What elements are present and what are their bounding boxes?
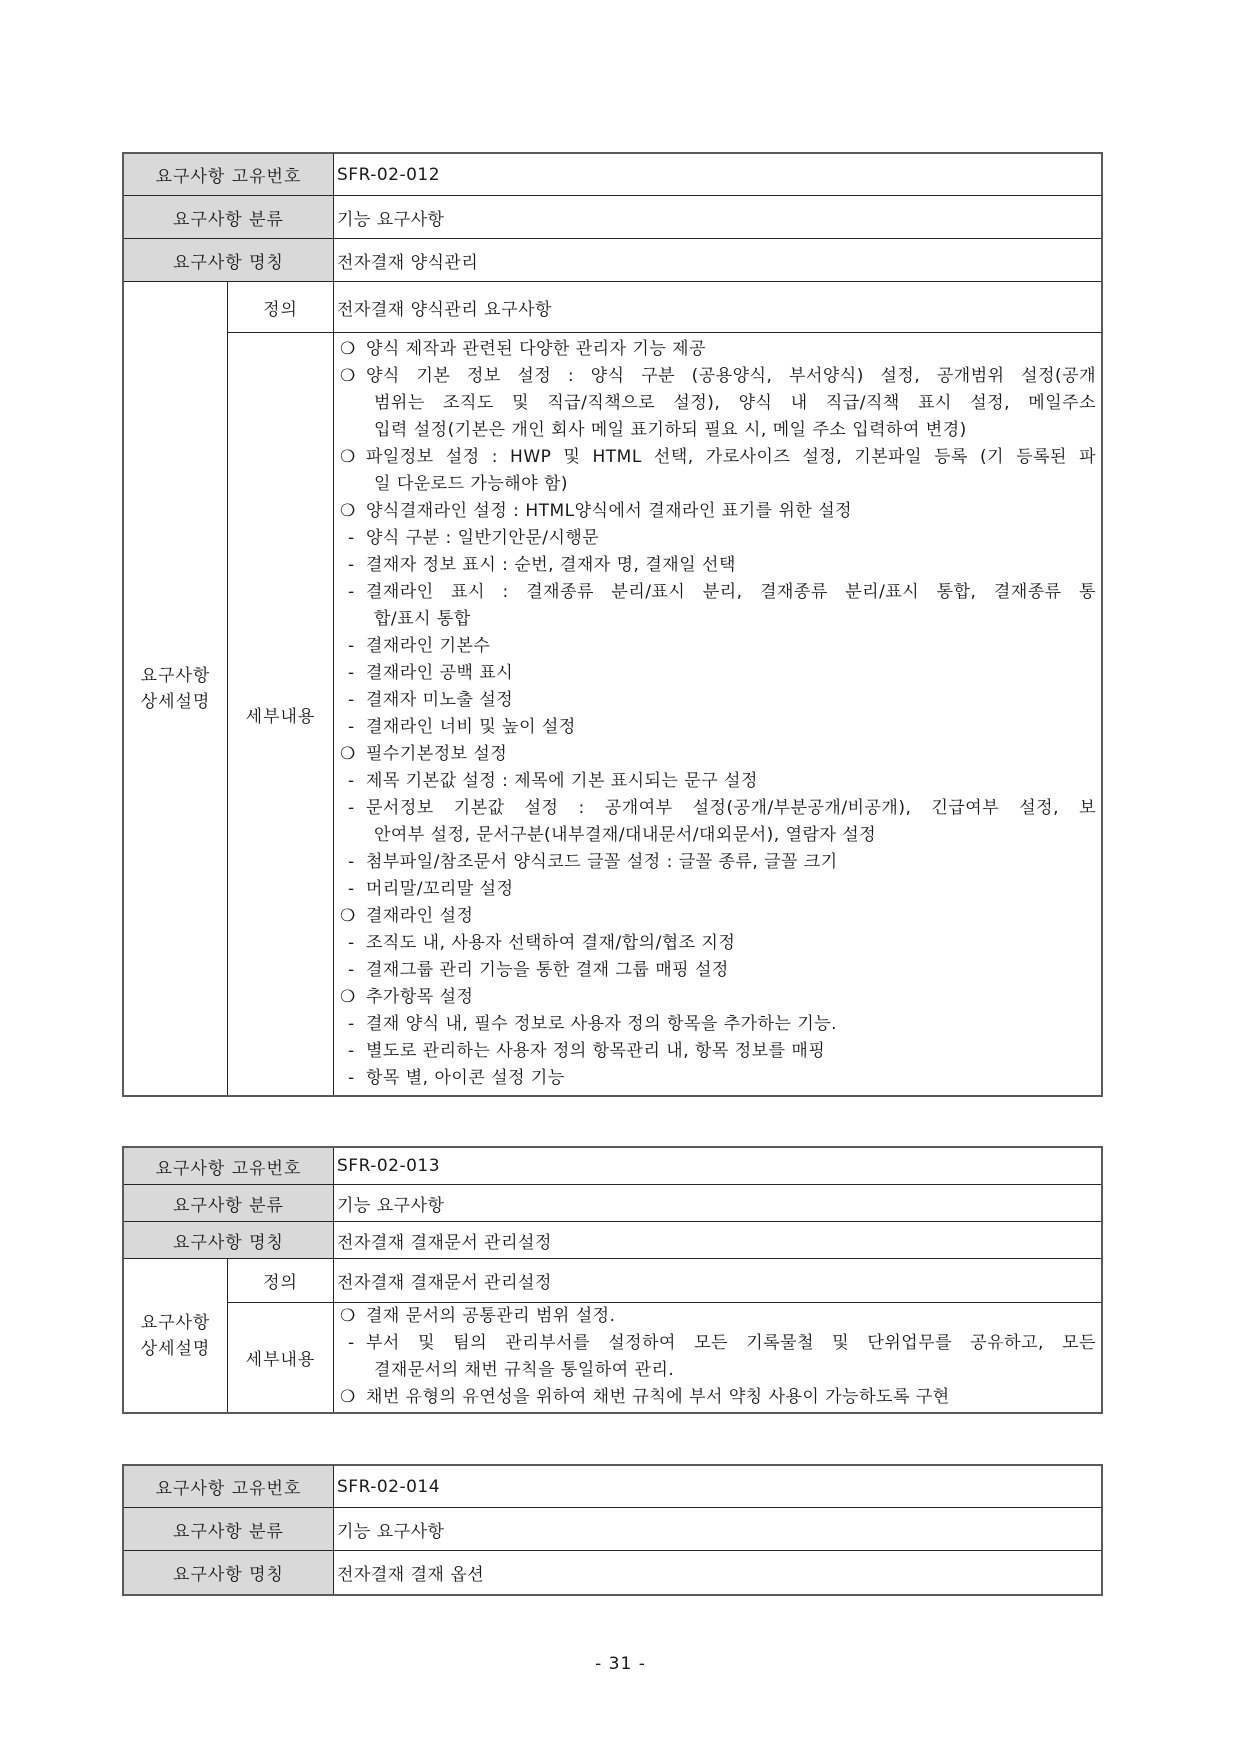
id-value: SFR-02-013	[334, 1148, 1101, 1185]
detail-line	[334, 1303, 1101, 1330]
id-label: 요구사항 고유번호	[124, 154, 334, 196]
circle-bullet-icon: ❍	[340, 447, 356, 467]
detail-line-text: 양식결재라인 설정 : HTML양식에서 결재라인 표기를 위한 설정	[366, 501, 853, 521]
dash-bullet: -	[348, 528, 355, 548]
detail-line	[334, 336, 1101, 363]
dash-bullet: -	[348, 717, 355, 737]
dash-bullet: -	[348, 555, 355, 575]
dash-bullet: -	[348, 852, 355, 872]
detail-line	[334, 795, 1101, 822]
name-value: 전자결재 결재문서 관리설정	[334, 1222, 1101, 1259]
dash-bullet: -	[348, 879, 355, 899]
detail-line-text: 결재자 미노출 설정	[366, 690, 514, 710]
detail-line-text: 결재라인 공백 표시	[366, 663, 514, 683]
id-value: SFR-02-014	[334, 1466, 1101, 1508]
detail-title-line: 요구사항	[140, 1312, 211, 1333]
requirement-table	[122, 1464, 1103, 1596]
detail-line-text: 채번 유형의 유연성을 위하여 채번 규칙에 부서 약칭 사용이 가능하도록 구현	[366, 1387, 950, 1407]
dash-bullet: -	[348, 798, 355, 818]
detail-line	[334, 498, 1101, 525]
detail-title	[124, 282, 228, 1095]
circle-bullet-icon: ❍	[340, 744, 356, 764]
detail-line	[334, 660, 1101, 687]
circle-bullet-icon: ❍	[340, 906, 356, 926]
requirement-table	[122, 1146, 1103, 1414]
dash-bullet: -	[348, 960, 355, 980]
dash-bullet: -	[348, 582, 355, 602]
detail-line-text: 입력 설정(기본은 개인 회사 메일 표기하되 필요 시, 메일 주소 입력하여 변경)	[374, 420, 967, 440]
detail-line-text: 첨부파일/참조문서 양식코드 글꼴 설정 : 글꼴 종류, 글꼴 크기	[366, 852, 838, 872]
detail-line	[334, 633, 1101, 660]
detail-line-text: 항목 별, 아이콘 설정 기능	[366, 1068, 565, 1088]
detail-line	[334, 579, 1101, 606]
name-label: 요구사항 명칭	[124, 1551, 334, 1594]
dash-bullet: -	[348, 1068, 355, 1088]
detail-line-text: 파일정보 설정 : HWP 및 HTML 선택, 가로사이즈 설정, 기본파일 등록 (기 등록된 파	[366, 447, 1096, 467]
detail-line-text: 필수기본정보 설정	[366, 744, 508, 764]
circle-bullet-icon: ❍	[340, 366, 356, 386]
id-label: 요구사항 고유번호	[124, 1466, 334, 1508]
detail-line-text: 양식 제작과 관련된 다양한 관리자 기능 제공	[366, 339, 707, 359]
category-value: 기능 요구사항	[334, 1185, 1101, 1222]
detail-line-text: 일 다운로드 가능해야 함)	[374, 474, 569, 494]
id-label: 요구사항 고유번호	[124, 1148, 334, 1185]
circle-bullet-icon: ❍	[340, 339, 356, 359]
detail-line	[334, 687, 1101, 714]
detail-line	[334, 606, 1101, 633]
detail-line	[334, 1065, 1101, 1092]
details-label: 세부내용	[228, 1303, 334, 1412]
detail-title-line: 상세설명	[140, 691, 211, 712]
detail-line	[334, 849, 1101, 876]
name-label: 요구사항 명칭	[124, 1222, 334, 1259]
detail-line-text: 결재그룹 관리 기능을 통한 결재 그룹 매핑 설정	[366, 960, 729, 980]
detail-line-text: 결재라인 표시 : 결재종류 분리/표시 분리, 결재종류 분리/표시 통합, 결재종류 통	[366, 582, 1096, 602]
detail-line-text: 양식 구분 : 일반기안문/시행문	[366, 528, 600, 548]
requirement-table	[122, 152, 1103, 1097]
name-label: 요구사항 명칭	[124, 239, 334, 282]
detail-line	[334, 363, 1101, 390]
detail-line	[334, 525, 1101, 552]
page-number: - 31 -	[595, 1654, 646, 1674]
dash-bullet: -	[348, 663, 355, 683]
dash-bullet: -	[348, 636, 355, 656]
details-list	[334, 1303, 1101, 1412]
detail-line-text: 결재자 정보 표시 : 순번, 결재자 명, 결재일 선택	[366, 555, 736, 575]
detail-line-text: 양식 기본 정보 설정 : 양식 구분 (공용양식, 부서양식) 설정, 공개범위 설정(공개	[366, 366, 1096, 386]
detail-line-text: 합/표시 통합	[374, 609, 471, 629]
detail-line-text: 문서정보 기본값 설정 : 공개여부 설정(공개/부분공개/비공개), 긴급여부 설정, 보	[366, 798, 1096, 818]
id-value: SFR-02-012	[334, 154, 1101, 196]
dash-bullet: -	[348, 690, 355, 710]
detail-line-text: 결재 양식 내, 필수 정보로 사용자 정의 항목을 추가하는 기능.	[366, 1014, 838, 1034]
detail-line-text: 결재라인 설정	[366, 906, 474, 926]
detail-line-text: 안여부 설정, 문서구분(내부결재/대내문서/대외문서), 열람자 설정	[374, 825, 877, 845]
detail-line	[334, 741, 1101, 768]
name-value: 전자결재 양식관리	[334, 239, 1101, 282]
detail-line	[334, 714, 1101, 741]
dash-bullet: -	[348, 1041, 355, 1061]
detail-line-text: 결재라인 너비 및 높이 설정	[366, 717, 576, 737]
category-label: 요구사항 분류	[124, 196, 334, 239]
detail-line-text: 결재라인 기본수	[366, 636, 491, 656]
detail-line	[334, 822, 1101, 849]
detail-line-text: 범위는 조직도 및 직급/직책으로 설정), 양식 내 직급/직책 표시 설정, 메일주소	[374, 393, 1096, 413]
detail-line	[334, 552, 1101, 579]
name-value: 전자결재 결재 옵션	[337, 1565, 485, 1585]
detail-line	[334, 417, 1101, 444]
detail-line	[334, 930, 1101, 957]
detail-line	[334, 1038, 1101, 1065]
details-label: 세부내용	[228, 333, 334, 1095]
circle-bullet-icon: ❍	[340, 501, 356, 521]
category-label: 요구사항 분류	[124, 1185, 334, 1222]
detail-line	[334, 903, 1101, 930]
detail-line-text: 추가항목 설정	[366, 987, 474, 1007]
detail-line	[334, 768, 1101, 795]
detail-line	[334, 390, 1101, 417]
definition-label: 정의	[228, 1259, 334, 1303]
circle-bullet-icon: ❍	[340, 987, 356, 1007]
detail-line	[334, 1011, 1101, 1038]
detail-line	[334, 1384, 1101, 1411]
detail-line	[334, 1330, 1101, 1357]
detail-line-text: 결재 문서의 공통관리 범위 설정.	[366, 1306, 616, 1326]
detail-title	[124, 1259, 228, 1412]
detail-line	[334, 471, 1101, 498]
detail-line-text: 결재문서의 채번 규칙을 통일하여 관리.	[374, 1360, 675, 1380]
dash-bullet: -	[348, 771, 355, 791]
dash-bullet: -	[348, 1333, 355, 1353]
dash-bullet: -	[348, 1014, 355, 1034]
detail-line	[334, 957, 1101, 984]
detail-title-line: 상세설명	[140, 1338, 211, 1359]
detail-line-text: 부서 및 팀의 관리부서를 설정하여 모든 기록물철 및 단위업무를 공유하고, 모든	[366, 1333, 1096, 1353]
detail-line	[334, 876, 1101, 903]
category-label: 요구사항 분류	[124, 1508, 334, 1551]
detail-line-text: 제목 기본값 설정 : 제목에 기본 표시되는 문구 설정	[366, 771, 758, 791]
definition-value: 전자결재 양식관리 요구사항	[334, 282, 1101, 333]
detail-line-text: 별도로 관리하는 사용자 정의 항목관리 내, 항목 정보를 매핑	[366, 1041, 826, 1061]
detail-line	[334, 1357, 1101, 1384]
detail-line-text: 조직도 내, 사용자 선택하여 결재/합의/협조 지정	[366, 933, 736, 953]
category-value: 기능 요구사항	[334, 1508, 1101, 1551]
dash-bullet: -	[348, 933, 355, 953]
circle-bullet-icon: ❍	[340, 1306, 356, 1326]
detail-title-line: 요구사항	[140, 665, 211, 686]
circle-bullet-icon: ❍	[340, 1387, 356, 1407]
detail-line-text: 머리말/꼬리말 설정	[366, 879, 514, 899]
detail-line	[334, 984, 1101, 1011]
category-value: 기능 요구사항	[334, 196, 1101, 239]
definition-value: 전자결재 결재문서 관리설정	[334, 1259, 1101, 1303]
detail-line	[334, 444, 1101, 471]
details-list	[334, 333, 1101, 1095]
definition-label: 정의	[228, 282, 334, 333]
